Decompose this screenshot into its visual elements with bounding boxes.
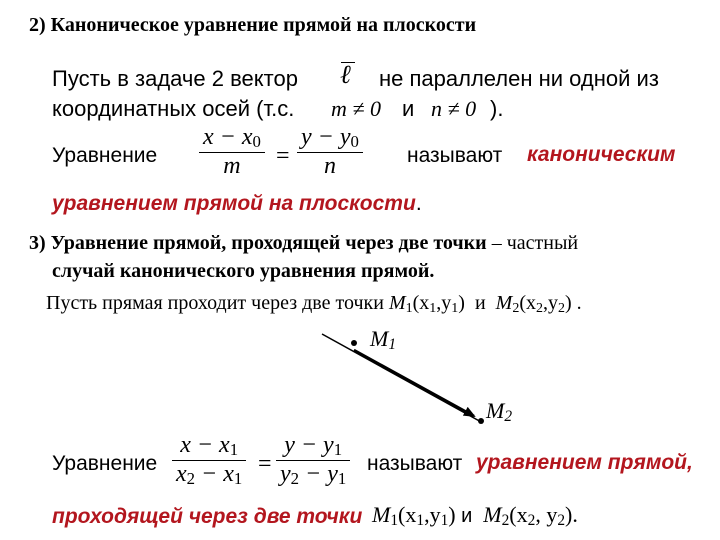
section2-heading: 2) Каноническое уравнение прямой на плоскости xyxy=(29,14,477,36)
section2-paragraph-line2: координатных осей (т.с. xyxy=(52,96,295,121)
para-text-end: не параллелен ни одной из xyxy=(379,66,659,91)
fraction-x-over-m: $x - x_0$ m xyxy=(199,124,265,180)
term-two-point-2: проходящей через две точки xyxy=(52,505,363,528)
diagram-label-m2: $M_2$ xyxy=(486,398,513,425)
section3-heading-line2: случай канонического уравнения прямой. xyxy=(52,260,435,282)
para-text: Пусть в задаче 2 вектор xyxy=(52,66,298,91)
equals-sign: = xyxy=(276,143,290,169)
called-word-2: называют xyxy=(367,452,463,475)
section3-heading: 3) Уравнение прямой, проходящей через две точки – частный xyxy=(29,232,579,254)
fraction-y-two-point: $y - y_1$ $y_2 - y_1$ xyxy=(276,432,350,489)
vector-l-symbol: ℓ xyxy=(340,60,351,89)
para-line2-end: ). xyxy=(490,96,504,121)
equals-sign-2: = xyxy=(258,451,272,477)
fraction-numerator: $x - x_0$ xyxy=(203,124,261,151)
and-word: и xyxy=(402,96,415,121)
direction-arrow xyxy=(354,350,474,416)
point-m2-dot xyxy=(478,418,484,424)
condition-m: m ≠ 0 xyxy=(331,96,381,121)
points-line: Пусть прямая проходит через две точки $M_1(x_1,y_1)$ и $M_2(x_2,y_2)$ . xyxy=(46,292,582,316)
point-m1-dot xyxy=(351,340,357,346)
fraction-x-two-point: $x - x_1$ $x_2 - x_1$ xyxy=(172,432,246,489)
term-canonical: каноническим xyxy=(527,143,676,166)
term-line2: уравнением прямой на плоскости. xyxy=(52,192,422,215)
fraction-y-over-n: $y - y_0$ n xyxy=(297,124,363,180)
condition-n: n ≠ 0 xyxy=(431,96,477,121)
equation-label: Уравнение xyxy=(52,144,158,167)
final-points: $M_1(x_1,y_1)$ и $M_2(x_2$, $y_2$). xyxy=(372,502,578,529)
line-segment xyxy=(322,334,483,423)
called-word: называют xyxy=(407,144,503,167)
term-two-point-1: уравнением прямой, xyxy=(476,451,693,474)
diagram-label-m1: $M_1$ xyxy=(370,326,397,353)
equation2-label: Уравнение xyxy=(52,452,158,475)
